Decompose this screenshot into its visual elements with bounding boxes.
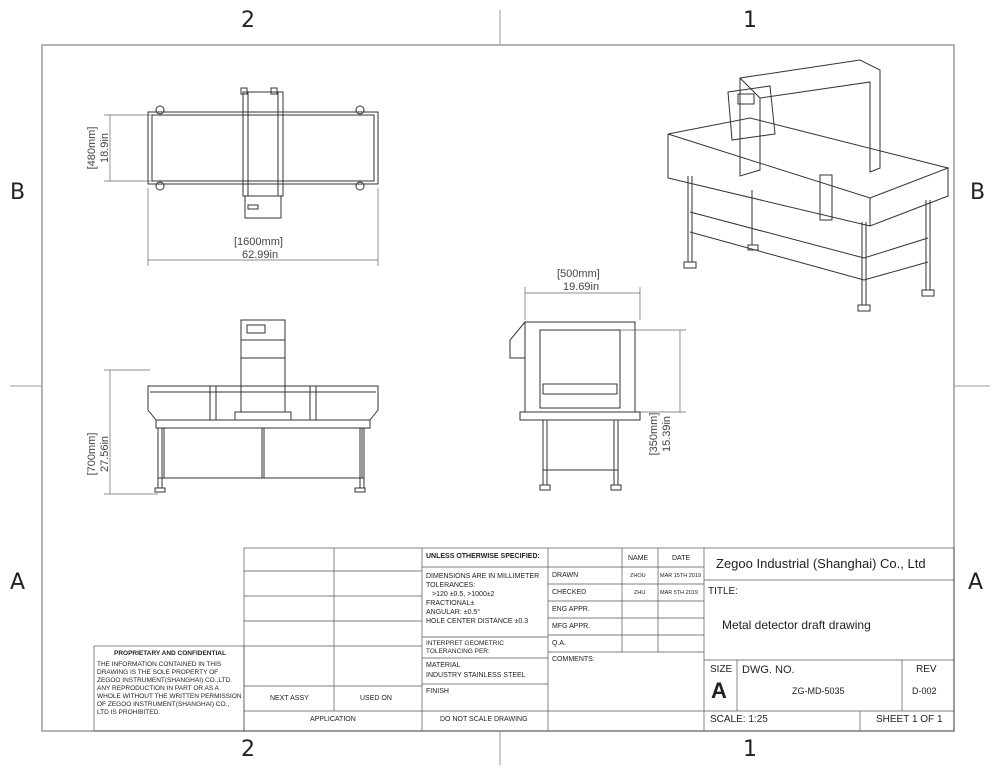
do-not-scale-label: DO NOT SCALE DRAWING	[440, 716, 528, 723]
size-value: A	[711, 678, 727, 703]
unless-specified-label: UNLESS OTHERWISE SPECIFIED:	[426, 553, 540, 560]
eng-appr-label: ENG APPR.	[552, 606, 590, 613]
comments-label: COMMENTS:	[552, 656, 595, 663]
rev-label: REV	[916, 664, 937, 675]
zone-label-bottom-left: 2	[241, 737, 255, 762]
zone-label-top-right: 1	[743, 8, 757, 33]
zone-label-left-b: B	[10, 180, 26, 205]
zone-label-bottom-right: 1	[743, 737, 757, 762]
dim-side-width-mm: [500mm]	[557, 268, 600, 280]
dimensions-units-text: DIMENSIONS ARE IN MILLIMETER	[426, 573, 540, 580]
dim-top-width-mm: [1600mm]	[234, 236, 283, 248]
application-label: APPLICATION	[310, 716, 356, 723]
next-assy-label: NEXT ASSY	[270, 695, 309, 702]
mfg-appr-label: MFG APPR.	[552, 623, 591, 630]
name-header: NAME	[628, 555, 649, 562]
interpret-geometric-label: INTERPRET GEOMETRIC TOLERANCING PER:	[426, 640, 504, 655]
dim-side-width-in: 19.69in	[563, 281, 600, 293]
proprietary-body: THE INFORMATION CONTAINED IN THIS DRAWING IS THE SOLE PROPERTY OF ZEGOO INSTRUMENT(SHANGHAI) CO.,LTD. ANY REPRODUCTION IN PART OR AS A WHOLE WITHOUT THE WRITTEN PERMISSION OF ZEGOO INSTRUMENT(SHANGHAI) CO., LTD IS PROHIBITED.	[97, 661, 242, 716]
dim-top-width-in: 62.99in	[242, 249, 279, 261]
company-name: Zegoo Industrial (Shanghai) Co., Ltd	[716, 556, 926, 571]
zone-label-top-left: 2	[241, 8, 255, 33]
front-view-dimensions	[104, 370, 158, 494]
dwg-no-value: ZG-MD-5035	[792, 686, 845, 696]
dwg-no-label: DWG. NO.	[742, 664, 795, 676]
side-view-dimensions	[525, 287, 686, 412]
hole-center-label: HOLE CENTER DISTANCE ±0.3	[426, 618, 529, 625]
rev-value: D-002	[912, 686, 937, 696]
material-value: INDUSTRY STAINLESS STEEL	[426, 672, 526, 679]
zone-label-right-b: B	[970, 180, 986, 205]
proprietary-heading: PROPRIETARY AND CONFIDENTIAL	[114, 650, 226, 657]
date-header: DATE	[672, 555, 691, 562]
dim-top-depth-in: 18.9in	[99, 133, 111, 163]
dim-side-height-in: 15.39in	[661, 415, 673, 453]
dim-top-depth-mm: [480mm]	[86, 126, 98, 170]
drawn-date: MAR 15TH 2019	[660, 573, 701, 579]
checked-name: ZHU	[634, 590, 646, 596]
checked-label: CHECKED	[552, 589, 587, 596]
drawing-title: Metal detector draft drawing	[722, 618, 871, 632]
used-on-label: USED ON	[360, 695, 392, 702]
drawn-label: DRAWN	[552, 572, 579, 579]
isometric-view	[668, 60, 948, 311]
top-view	[148, 88, 378, 218]
checked-date: MAR 5TH 2019	[660, 590, 698, 596]
finish-label: FINISH	[426, 688, 449, 695]
zone-label-left-a: A	[10, 570, 26, 595]
qa-label: Q.A.	[552, 640, 567, 647]
dim-front-height-in: 27.56in	[99, 435, 111, 473]
front-view	[148, 320, 378, 492]
tolerance-values: >120 ±0.5, >1000±2	[432, 591, 495, 598]
side-view	[510, 322, 640, 490]
scale-label: SCALE: 1:25	[710, 714, 768, 725]
angular-label: ANGULAR: ±0.5°	[426, 609, 481, 616]
drawn-name: ZHOU	[630, 573, 646, 579]
size-label: SIZE	[710, 664, 733, 675]
tolerances-label: TOLERANCES:	[426, 582, 476, 589]
dim-side-height-mm: [350mm]	[648, 412, 660, 456]
zone-label-right-a: A	[968, 570, 984, 595]
fractional-label: FRACTIONAL±	[426, 600, 475, 607]
sheet-label: SHEET 1 OF 1	[876, 714, 943, 725]
material-label: MATERIAL	[426, 662, 461, 669]
dim-front-height-mm: [700mm]	[86, 432, 98, 476]
title-label: TITLE:	[708, 586, 739, 597]
